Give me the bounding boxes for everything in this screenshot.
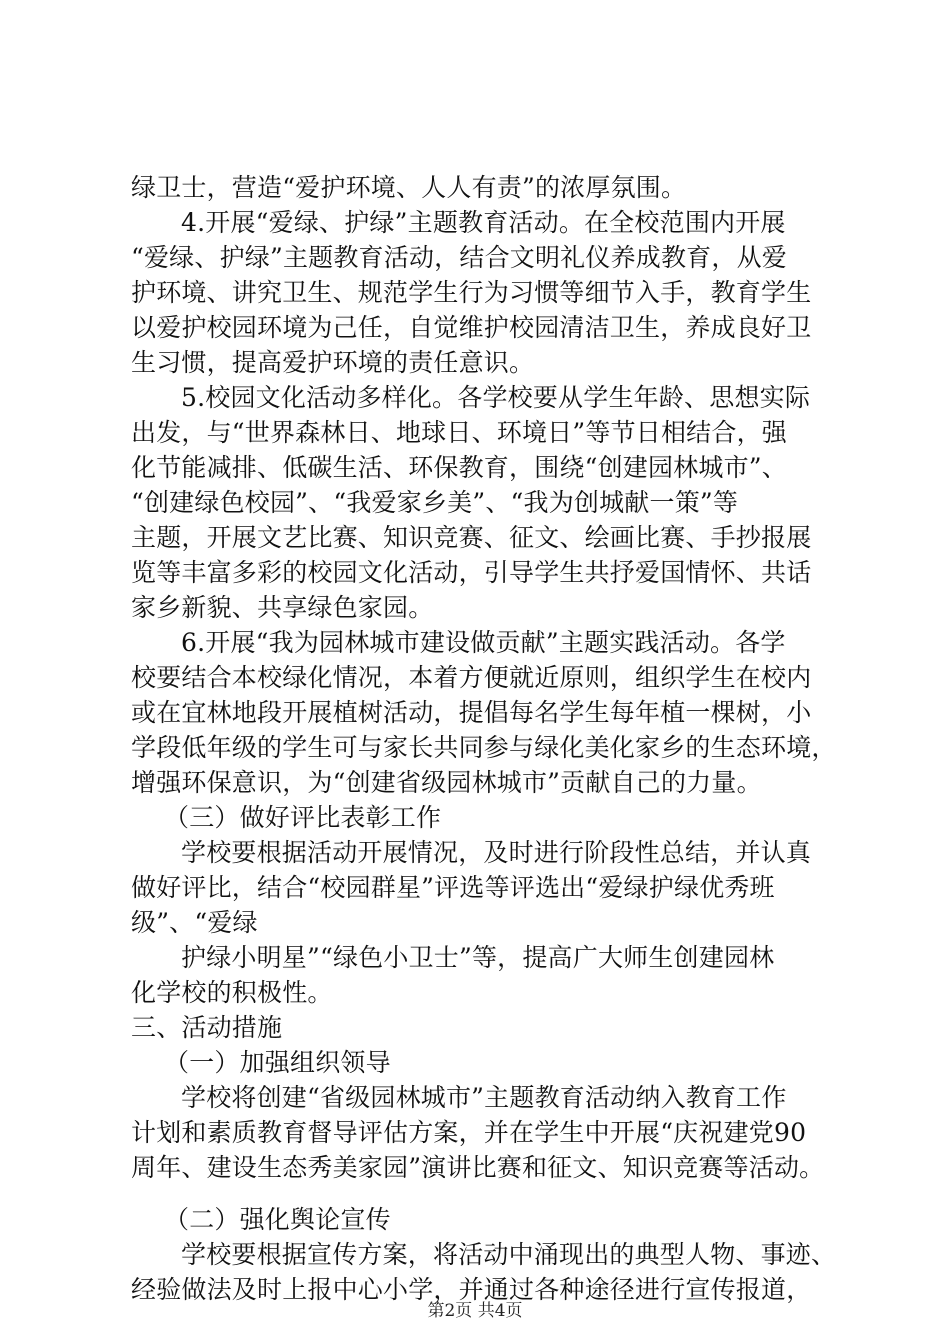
text-line-15: 校要结合本校绿化情况，本着方便就近原则，组织学生在校内 (131, 663, 812, 692)
text-line-16: 或在宜林地段开展植树活动，提倡每名学生每年植一棵树，小 (131, 698, 812, 727)
text-line-12: 览等丰富多彩的校园文化活动，引导学生共抒爱国情怀、共话 (131, 558, 812, 587)
text-line-17: 学段低年级的学生可与家长共同参与绿化美化家乡的生态环境， (131, 733, 837, 762)
text-line-14: 6.开展“我为园林城市建设做贡献”主题实践活动。各学 (181, 628, 786, 657)
text-line-13: 家乡新貌、共享绿色家园。 (131, 593, 434, 622)
text-line-27: 学校将创建“省级园林城市”主题教育活动纳入教育工作 (181, 1083, 787, 1112)
text-line-31: 学校要根据宣传方案，将活动中涌现出的典型人物、事迹、 (181, 1240, 837, 1269)
section-heading-1: （一）加强组织领导 (164, 1048, 391, 1077)
text-line-6: 生习惯，提高爱护环境的责任意识。 (131, 348, 535, 377)
text-line-21: 做好评比，结合“校园群星”评选等评选出“爱绿护绿优秀班 (131, 873, 775, 902)
text-line-32: 经验做法及时上报中心小学，并通过各种途径进行宣传报道， (131, 1275, 812, 1304)
text-line-10: “创建绿色校园”、“我爱家乡美”、“我为创城献一策”等 (131, 488, 739, 517)
text-line-20: 学校要根据活动开展情况，及时进行阶段性总结，并认真 (181, 838, 812, 867)
text-line-28: 计划和素质教育督导评估方案，并在学生中开展“庆祝建党90 (131, 1118, 807, 1147)
section-heading-2: （二）强化舆论宣传 (164, 1205, 391, 1234)
text-line-4: 护环境、讲究卫生、规范学生行为习惯等细节入手，教育学生 (131, 278, 812, 307)
text-line-23: 护绿小明星”“绿色小卫士”等，提高广大师生创建园林 (181, 943, 775, 972)
text-line-11: 主题，开展文艺比赛、知识竞赛、征文、绘画比赛、手抄报展 (131, 523, 812, 552)
text-line-3: “爱绿、护绿”主题教育活动，结合文明礼仪养成教育，从爱 (131, 243, 787, 272)
section-heading-measures: 三、活动措施 (131, 1013, 283, 1042)
text-line-22: 级”、“爱绿 (131, 908, 258, 937)
text-line-7: 5.校园文化活动多样化。各学校要从学生年龄、思想实际 (181, 383, 811, 412)
text-line-24: 化学校的积极性。 (131, 978, 333, 1007)
text-line-5: 以爱护校园环境为己任，自觉维护校园清洁卫生，养成良好卫 (131, 313, 812, 342)
text-line-29: 周年、建设生态秀美家园”演讲比赛和征文、知识竞赛等活动。 (131, 1153, 825, 1182)
section-heading-3: （三）做好评比表彰工作 (164, 803, 442, 832)
text-line-2: 4.开展“爱绿、护绿”主题教育活动。在全校范围内开展 (181, 208, 786, 237)
text-line-8: 出发，与“世界森林日、地球日、环境日”等节日相结合，强 (131, 418, 787, 447)
text-line-18: 增强环保意识，为“创建省级园林城市”贡献自己的力量。 (131, 768, 762, 797)
page-number-footer: 第2页 共4页 (427, 1301, 523, 1321)
text-line-1: 绿卫士，营造“爱护环境、人人有责”的浓厚氛围。 (131, 173, 687, 202)
text-line-9: 化节能减排、低碳生活、环保教育，围绕“创建园林城市”、 (131, 453, 787, 482)
